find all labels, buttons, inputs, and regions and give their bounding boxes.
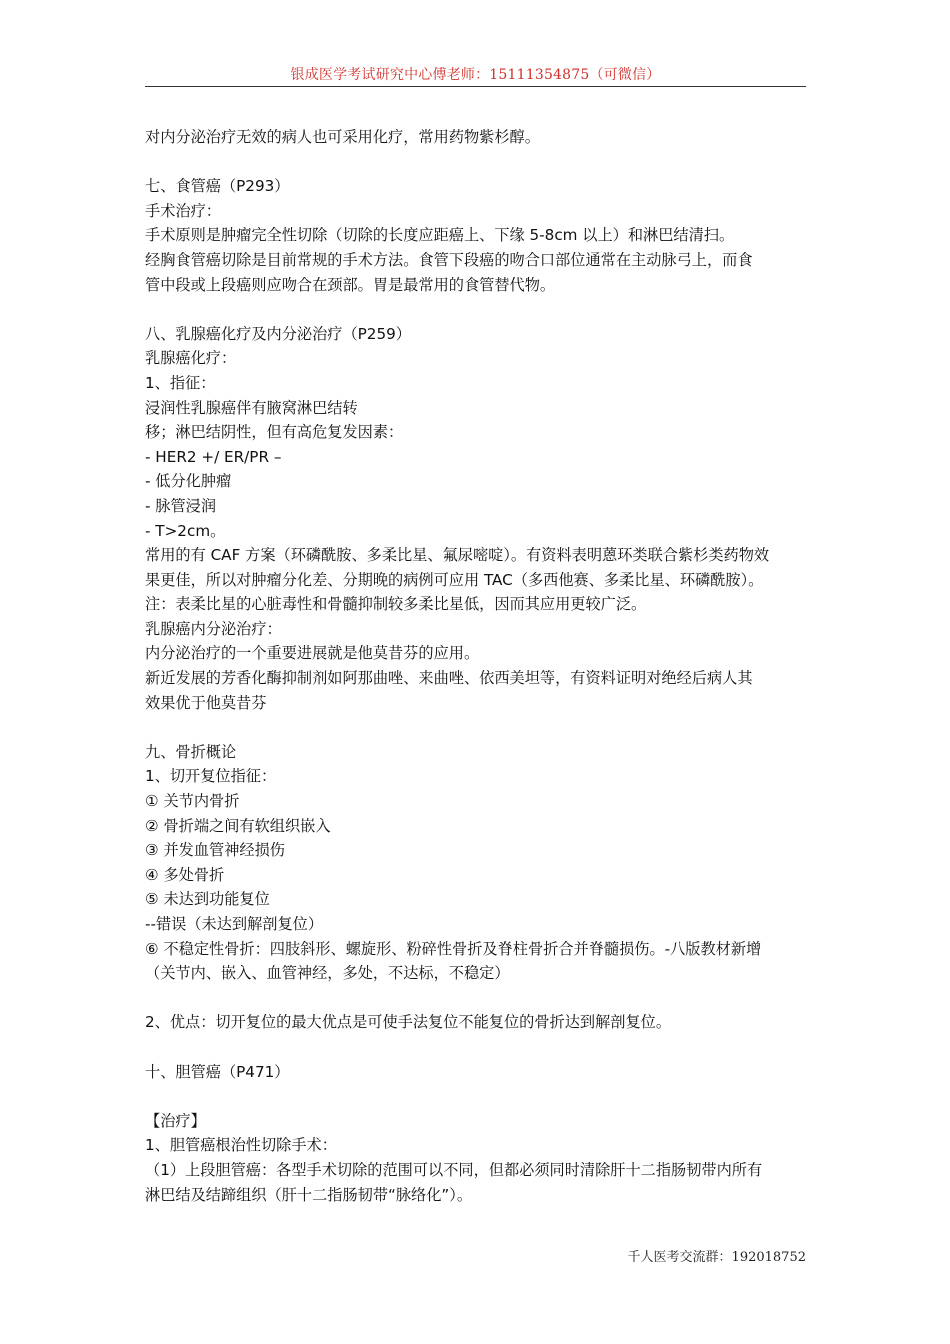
text-line: 对内分泌治疗无效的病人也可采用化疗，常用药物紫杉醇。: [145, 128, 540, 146]
text-line: - 脉管浸润: [145, 496, 217, 515]
document-body: [145, 125, 811, 1207]
page-footer: 千人医考交流群：192018752: [627, 1250, 806, 1265]
text-line: 1、切开复位指征：: [145, 767, 277, 786]
blank-line: [145, 150, 811, 175]
text-line: ② 骨折端之间有软组织嵌入: [145, 816, 331, 835]
blank-line: [145, 986, 811, 1011]
text-line: ④ 多处骨折: [145, 865, 225, 884]
text-line: - T>2cm。: [145, 521, 226, 540]
text-line: ③ 并发血管神经损伤: [145, 841, 285, 860]
text-line: 经胸食管癌切除是目前常规的手术方法。食管下段癌的吻合口部位通常在主动脉弓上，而食: [145, 250, 753, 269]
text-line: ⑤ 未达到功能复位: [145, 890, 270, 909]
text-line: 手术治疗：: [145, 201, 221, 220]
page-header: 银成医学考试研究中心傅老师：15111354875（可微信）: [290, 67, 661, 83]
text-line: 淋巴结及结蹄组织（肝十二指肠韧带“脉络化”）。: [145, 1185, 473, 1204]
text-line: 新近发展的芳香化酶抑制剂如阿那曲唑、来曲唑、依西美坦等，有资料证明对绝经后病人其: [145, 669, 753, 688]
blank-line: [145, 297, 811, 322]
text-line: - HER2 +/ ER/PR –: [145, 447, 282, 466]
text-line: 移；淋巴结阴性，但有高危复发因素：: [145, 423, 404, 442]
text-line: 效果优于他莫昔芬: [145, 693, 267, 712]
header-divider: [145, 86, 806, 87]
blank-line: [145, 715, 811, 740]
text-line: 2、优点：切开复位的最大优点是可使手法复位不能复位的骨折达到解剖复位。: [145, 1013, 672, 1032]
text-line: 1、胆管癌根治性切除手术：: [145, 1136, 337, 1155]
text-line: 内分泌治疗的一个重要进展就是他莫昔芬的应用。: [145, 644, 480, 663]
text-line: 浸润性乳腺癌伴有腋窝淋巴结转: [145, 398, 358, 417]
text-line: 【治疗】: [145, 1111, 206, 1130]
blank-line: [145, 1035, 811, 1060]
text-line: 七、食管癌（P293）: [145, 177, 290, 196]
text-line: 八、乳腺癌化疗及内分泌治疗（P259）: [145, 324, 411, 343]
text-line: ① 关节内骨折: [145, 792, 240, 811]
text-line: 管中段或上段癌则应吻合在颈部。胃是最常用的食管替代物。: [145, 275, 556, 294]
text-line: --错误（未达到解剖复位）: [145, 915, 324, 933]
text-line: 乳腺癌内分泌治疗：: [145, 619, 282, 638]
text-line: （1）上段胆管癌：各型手术切除的范围可以不同，但都必须同时清除肝十二指肠韧带内所有: [145, 1160, 763, 1179]
text-line: 乳腺癌化疗：: [145, 349, 237, 368]
text-line: ⑥ 不稳定性骨折：四肢斜形、螺旋形、粉碎性骨折及脊柱骨折合并脊髓损伤。-八版教材新增: [145, 939, 762, 958]
text-line: 果更佳，所以对肿瘤分化差、分期晚的病例可应用 TAC（多西他赛、多柔比星、环磷酰胺）。: [145, 570, 764, 589]
text-line: - 低分化肿瘤: [145, 472, 232, 491]
text-line: 九、骨折概论: [145, 742, 237, 761]
text-line: 手术原则是肿瘤完全性切除（切除的长度应距癌上、下缘 5-8cm 以上）和淋巴结清扫。: [145, 226, 735, 245]
text-line: 1、指征：: [145, 373, 216, 392]
text-line: （关节内、嵌入、血管神经，多处，不达标，不稳定）: [145, 964, 510, 983]
text-line: 常用的有 CAF 方案（环磷酰胺、多柔比星、氟尿嘧啶）。有资料表明蒽环类联合紫杉类药物效: [145, 546, 770, 565]
text-line: 注：表柔比星的心脏毒性和骨髓抑制较多柔比星低，因而其应用更较广泛。: [145, 595, 647, 614]
text-line: 十、胆管癌（P471）: [145, 1062, 290, 1081]
blank-line: [145, 1084, 811, 1109]
